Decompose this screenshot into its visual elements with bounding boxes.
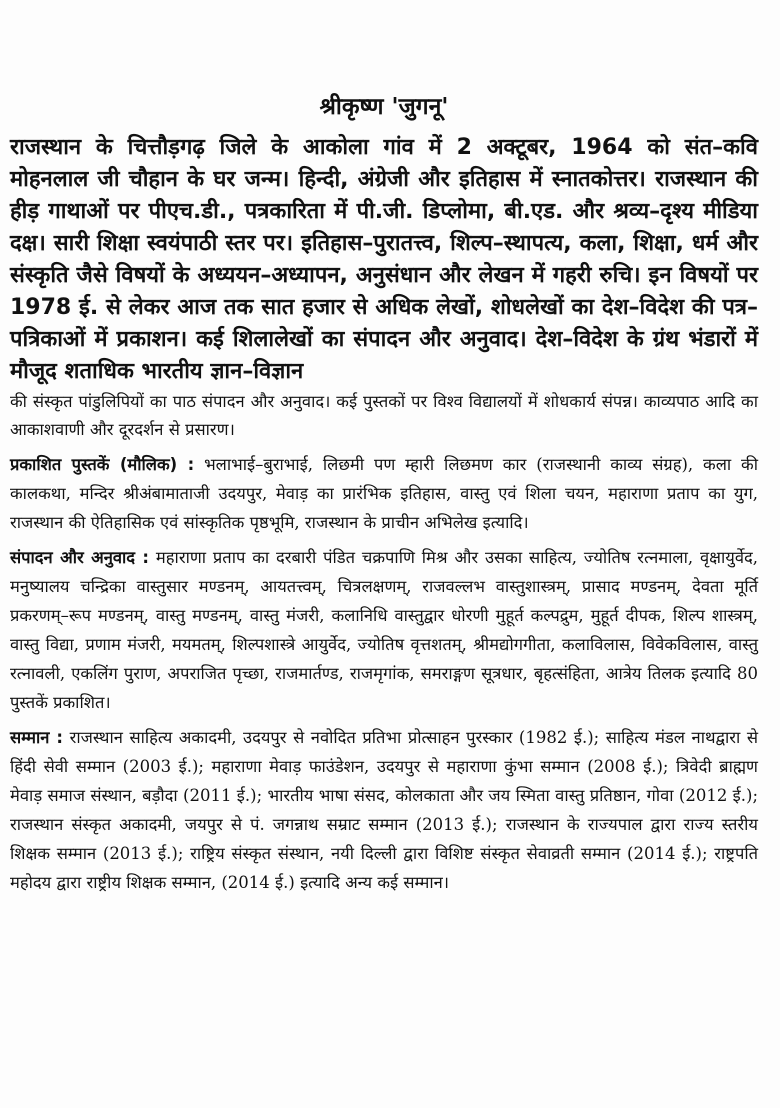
honours-text: राजस्थान साहित्य अकादमी, उदयपुर से नवोदित प्रतिभा प्रोत्साहन पुरस्कार (1982 ई.); साहित्य मंडल नाथद्वारा से हिंदी सेवी सम्मान (2003 ई.); महाराणा मेवाड़ फाउंडेशन, उदयपुर से महाराणा कुंभा सम्मान (2008 ई.); त्रिवेदी ब्राह्मण मेवाड़ समाज संस्थान, बड़ौदा (2011 ई.); भारतीय भाषा संसद, कोलकाता और जय स्मिता वास्तु प्रतिष्ठान, गोवा (2012 ई.); राजस्थान संस्कृत अकादमी, जयपुर से पं. जगन्नाथ सम्राट सम्मान (2013 ई.); राजस्थान के राज्यपाल द्वारा राज्य स्तरीय शिक्षक सम्मान (2013 ई.); राष्ट्रिय संस्कृत संस्थान, नयी दिल्ली द्वारा विशिष्ट संस्कृत सेवाव्रती सम्मान (2014 ई.); राष्ट्रपति महोदय द्वारा राष्ट्रीय शिक्षक सम्मान, (2014 ई.) इत्यादि अन्य कई सम्मान। <box>10 728 758 892</box>
published-books-label: प्रकाशित पुस्तकें (मौलिक) : <box>10 455 195 474</box>
editing-translation-label: संपादन और अनुवाद : <box>10 548 150 567</box>
editing-translation-section <box>10 543 758 717</box>
editing-translation-text: महाराणा प्रताप का दरबारी पंडित चक्रपाणि मिश्र और उसका साहित्य, ज्योतिष रत्नमाला, वृक्षायुर्वेद, मनुष्यालय चन्द्रिका वास्तुसार मण्डनम्, आयतत्त्वम्, चित्रलक्षणम्, राजवल्लभ वास्तुशास्त्रम्, प्रासाद मण्डनम्, देवता मूर्ति प्रकरणम्–रूप मण्डनम्, वास्तु मण्डनम्, वास्तु मंजरी, कलानिधि वास्तुद्वार धोरणी मुहूर्त कल्पद्रुम, मुहूर्त दीपक, शिल्प शास्त्रम्, वास्तु विद्या, प्रणाम मंजरी, मयमतम्, शिल्पशास्त्रे आयुर्वेद, ज्योतिष वृत्तशतम्, श्रीमद्योगगीता, कलाविलास, विवेकविलास, वास्तु रत्नावली, एकलिंग पुराण, अपराजित पृच्छा, राजमार्तण्ड, राजमृगांक, समराङ्गण सूत्रधार, बृहत्संहिता, आत्रेय तिलक इत्यादि 80 पुस्तकें प्रकाशित। <box>10 548 758 712</box>
published-books-text: भलाभाई–बुराभाई, लिछमी पण म्हारी लिछमण कार (राजस्थानी काव्य संग्रह), कला की कालकथा, मन्दिर श्रीअंबामाताजी उदयपुर, मेवाड़ का प्रारंभिक इतिहास, वास्तु एवं शिला चयन, महाराणा प्रताप का युग, राजस्थान की ऐतिहासिक एवं सांस्कृतिक पृष्ठभूमि, राजस्थान के प्राचीन अभिलेख इत्यादि। <box>10 455 758 532</box>
honours-section <box>10 723 758 897</box>
published-books-section <box>10 450 758 537</box>
bio-paragraph: राजस्थान के चित्तौड़गढ़ जिले के आकोला गांव में 2 अक्टूबर, 1964 को संत–कवि मोहनलाल जी चौहान के घर जन्म। हिन्दी, अंग्रेजी और इतिहास में स्नातकोत्तर। राजस्थान की हीड़ गाथाओं पर पीएच.डी., पत्रकारिता में पी.जी. डिप्लोमा, बी.एड. और श्रव्य–दृश्य मीडिया दक्ष। सारी शिक्षा स्वयंपाठी स्तर पर। इतिहास–पुरातत्त्व, शिल्प–स्थापत्य, कला, शिक्षा, धर्म और संस्कृति जैसे विषयों के अध्ययन–अध्यापन, अनुसंधान और लेखन में गहरी रुचि। इन विषयों पर 1978 ई. से लेकर आज तक सात हजार से अधिक लेखों, शोधलेखों का देश–विदेश की पत्र–पत्रिकाओं में प्रकाशन। कई शिलालेखों का संपादन और अनुवाद। देश–विदेश के ग्रंथ भंडारों में मौजूद शताधिक भारतीय ज्ञान–विज्ञान <box>10 135 758 384</box>
author-name-title: श्रीकृष्ण 'जुगनू' <box>319 93 449 120</box>
bio-paragraph-continued: की संस्कृत पांडुलिपियों का पाठ संपादन और अनुवाद। कई पुस्तकों पर विश्व विद्यालयों में शोधकार्य संपन्न। काव्यपाठ आदि का आकाशवाणी और दूरदर्शन से प्रसारण। <box>10 392 758 439</box>
honours-label: सम्मान : <box>10 728 64 747</box>
